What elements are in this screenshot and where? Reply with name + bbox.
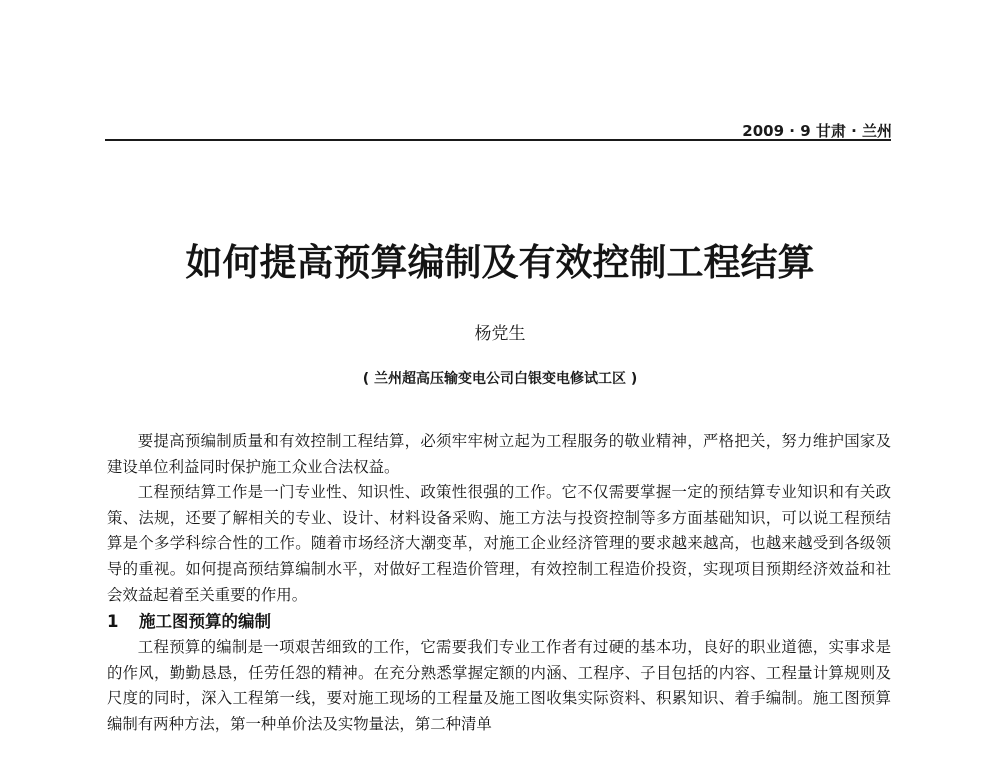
journal-issue-info: 2009 · 9 甘肃 · 兰州	[742, 122, 892, 140]
section-number: 1	[107, 612, 119, 632]
author-affiliation: ( 兰州超高压输变电公司白银变电修试工区 )	[362, 371, 638, 387]
body-paragraph: 工程预算的编制是一项艰苦细致的工作，它需要我们专业工作者有过硬的基本功，良好的职业道德，实事求是的作风，勤勤恳恳，任劳任怨的精神。在充分熟悉掌握定额的内涵、工程序、子目包括的内容、工程量计算规则及尺度的同时，深入工程第一线，要对施工现场的工程量及施工图收集实际资料、积累知识、着手编制。施工图预算编制有两种方法，第一种单价法及实物量法，第二种清单	[107, 638, 891, 733]
body-paragraph: 工程预结算工作是一门专业性、知识性、政策性很强的工作。它不仅需要掌握一定的预结算专业知识和有关政策、法规，还要了解相关的专业、设计、材料设备采购、施工方法与投资控制等多方面基础知识，可以说工程预结算是个多学科综合性的工作。随着市场经济大潮变革，对施工企业经济管理的要求越来越高，也越来越受到各级领导的重视。如何提高预结算编制水平，对做好工程造价管理，有效控制工程造价投资，实现项目预期经济效益和社会效益起着至关重要的作用。	[107, 483, 891, 604]
section-heading	[107, 608, 891, 635]
header-rule	[105, 139, 891, 141]
article-title: 如何提高预算编制及有效控制工程结算	[185, 240, 815, 284]
body-paragraph: 要提高预编制质量和有效控制工程结算，必须牢牢树立起为工程服务的敬业精神，严格把关，努力维护国家及建设单位利益同时保护施工众业合法权益。	[107, 432, 891, 476]
article-author: 杨党生	[474, 324, 526, 344]
section-title: 施工图预算的编制	[139, 612, 271, 632]
article-body	[107, 429, 891, 738]
